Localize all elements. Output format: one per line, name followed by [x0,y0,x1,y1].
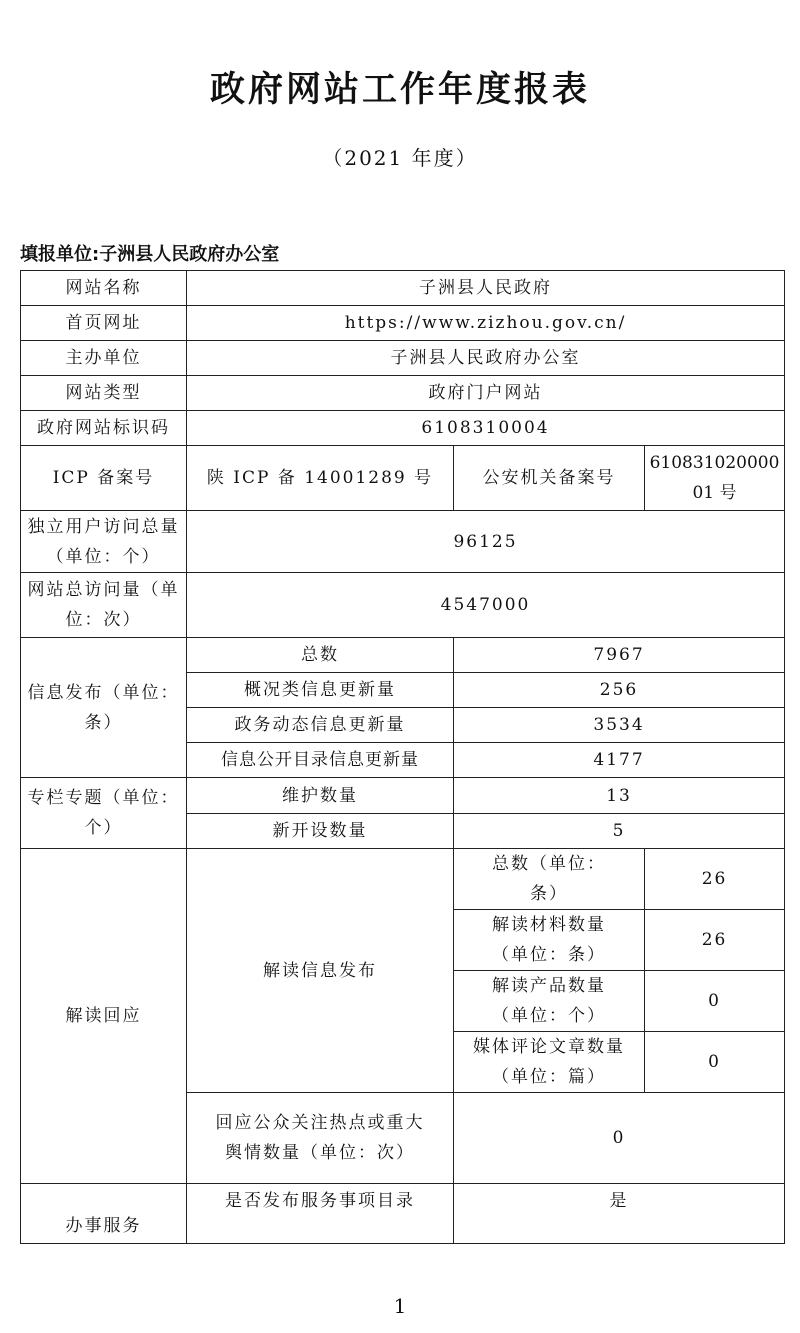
cell-value: 陕 ICP 备 14001289 号 [187,446,454,511]
table-row [21,638,785,673]
cell-value: 256 [454,673,785,708]
cell-label: 解读信息发布 [187,849,454,1093]
table-row [21,341,785,376]
cell-label: 公安机关备案号 [454,446,645,511]
table-row [21,411,785,446]
report-table [20,270,785,1244]
cell-label: 新开设数量 [187,814,454,849]
table-row [21,849,785,910]
cell-value: 0 [454,1093,785,1184]
cell-value: 7967 [454,638,785,673]
cell-value: 96125 [187,511,785,573]
cell-label: 概况类信息更新量 [187,673,454,708]
cell-label: 首页网址 [21,306,187,341]
cell-label: 网站类型 [21,376,187,411]
cell-value: 61083102000001 号 [645,446,785,511]
cell-value: 0 [645,1032,785,1093]
cell-label: 维护数量 [187,778,454,814]
cell-value: 26 [645,849,785,910]
cell-label: 媒体评论文章数量（单位：篇） [454,1032,645,1093]
cell-label: 是否发布服务事项目录 [187,1184,454,1244]
cell-value: 4547000 [187,573,785,638]
report-year: （2021 年度） [322,146,478,170]
cell-label: 主办单位 [21,341,187,376]
table-row [21,1184,785,1244]
cell-value: 13 [454,778,785,814]
cell-value: 子洲县人民政府 [187,271,785,306]
cell-value: 6108310004 [187,411,785,446]
page-number: 1 [393,1294,407,1318]
cell-label: 回应公众关注热点或重大舆情数量（单位：次） [187,1093,454,1184]
table-row [21,573,785,638]
table-row [21,778,785,814]
cell-value: https://www.zizhou.gov.cn/ [187,306,785,341]
cell-label: 政府网站标识码 [21,411,187,446]
cell-label: 解读材料数量（单位：条） [454,910,645,971]
cell-label: 网站总访问量（单位：次） [21,573,187,638]
cell-label: ICP 备案号 [21,446,187,511]
cell-label: 政务动态信息更新量 [187,708,454,743]
cell-label: 办事服务 [21,1184,187,1244]
cell-value: 4177 [454,743,785,778]
table-row [21,271,785,306]
table-row [21,511,785,573]
table-row [21,306,785,341]
cell-value: 26 [645,910,785,971]
cell-value: 3534 [454,708,785,743]
cell-value: 子洲县人民政府办公室 [187,341,785,376]
cell-label: 总数 [187,638,454,673]
cell-label: 网站名称 [21,271,187,306]
cell-label: 专栏专题（单位：个） [21,778,187,849]
cell-value: 0 [645,971,785,1032]
cell-label: 解读产品数量（单位：个） [454,971,645,1032]
table-row [21,446,785,511]
cell-label: 信息公开目录信息更新量 [187,743,454,778]
cell-label: 信息发布（单位：条） [21,638,187,778]
cell-value: 政府门户网站 [187,376,785,411]
table-row [21,376,785,411]
report-title: 政府网站工作年度报表 [209,70,590,110]
reporting-unit: 填报单位:子洲县人民政府办公室 [20,244,280,265]
cell-value: 5 [454,814,785,849]
cell-label: 独立用户访问总量（单位：个） [21,511,187,573]
cell-label: 总数（单位：条） [454,849,645,910]
cell-value: 是 [454,1184,785,1244]
cell-label: 解读回应 [21,849,187,1184]
